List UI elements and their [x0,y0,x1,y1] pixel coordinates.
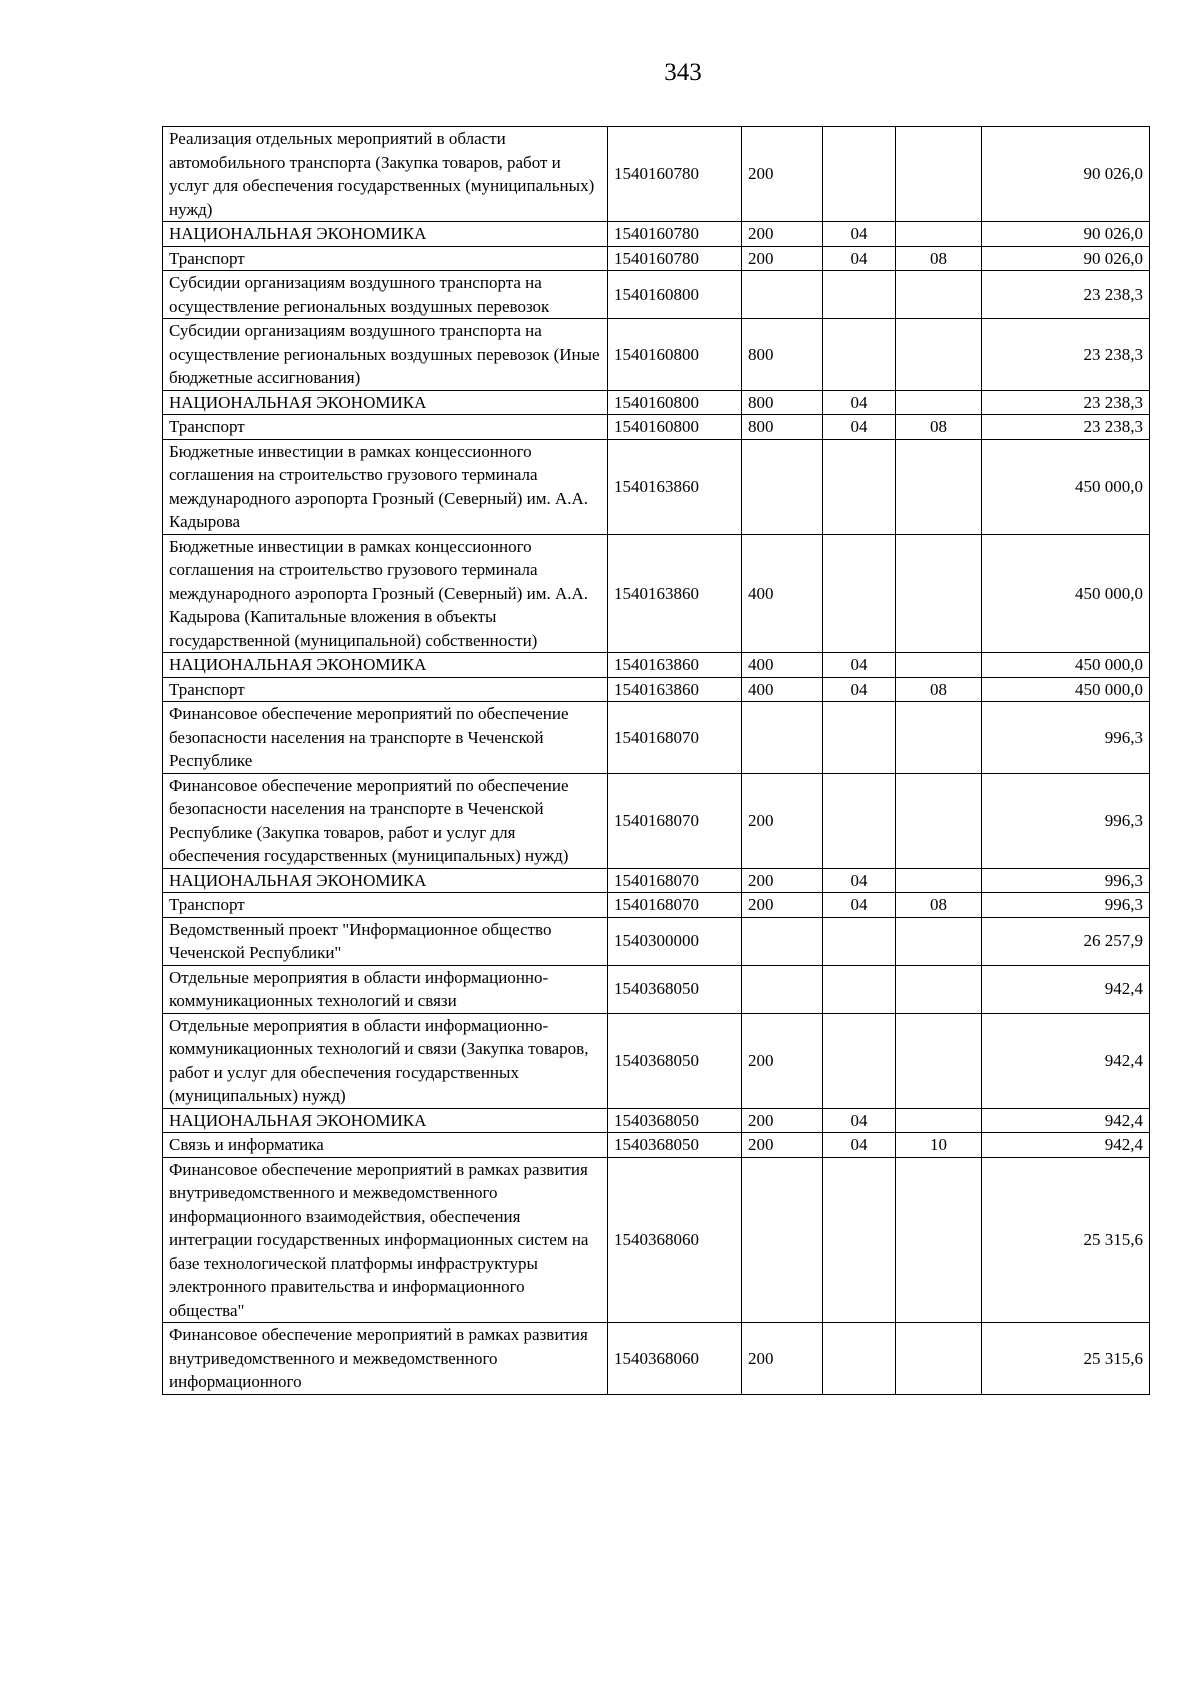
cell-subsection [896,439,982,534]
cell-subsection [896,534,982,653]
cell-target-article: 1540163860 [608,653,742,678]
cell-target-article: 1540300000 [608,917,742,965]
cell-target-article: 1540168070 [608,702,742,774]
cell-subsection [896,653,982,678]
cell-target-article: 1540368050 [608,1013,742,1108]
table-row [163,917,1150,965]
cell-name: Финансовое обеспечение мероприятий в рамках развития внутриведомственного и межведомственного информационного [163,1323,608,1395]
cell-section: 04 [823,868,896,893]
cell-name: Субсидии организациям воздушного транспорта на осуществление региональных воздушных перевозок [163,271,608,319]
cell-amount: 996,3 [982,702,1150,774]
cell-target-article: 1540160800 [608,390,742,415]
cell-target-article: 1540160800 [608,271,742,319]
cell-target-article: 1540163860 [608,439,742,534]
cell-subsection: 08 [896,893,982,918]
cell-name: Транспорт [163,893,608,918]
table-row [163,1157,1150,1323]
cell-section [823,1013,896,1108]
cell-section: 04 [823,677,896,702]
cell-section [823,319,896,391]
cell-section [823,702,896,774]
cell-target-article: 1540168070 [608,893,742,918]
cell-amount: 942,4 [982,1108,1150,1133]
cell-expense-type: 200 [742,773,823,868]
cell-name: НАЦИОНАЛЬНАЯ ЭКОНОМИКА [163,653,608,678]
cell-subsection [896,127,982,222]
cell-section: 04 [823,390,896,415]
cell-subsection [896,773,982,868]
cell-amount: 450 000,0 [982,677,1150,702]
cell-expense-type: 200 [742,1108,823,1133]
cell-target-article: 1540368050 [608,965,742,1013]
table-row [163,390,1150,415]
cell-amount: 450 000,0 [982,534,1150,653]
cell-name: Финансовое обеспечение мероприятий в рамках развития внутриведомственного и межведомственного информационного взаимодействия, обеспечения интеграции государственных информационных систем на базе технологической платформы инфраструктуры электронного правительства и информационного общества" [163,1157,608,1323]
cell-amount: 942,4 [982,1133,1150,1158]
cell-name: НАЦИОНАЛЬНАЯ ЭКОНОМИКА [163,1108,608,1133]
cell-target-article: 1540163860 [608,534,742,653]
cell-amount: 25 315,6 [982,1323,1150,1395]
cell-subsection [896,1323,982,1395]
cell-name: Транспорт [163,246,608,271]
cell-subsection: 08 [896,246,982,271]
table-row [163,653,1150,678]
cell-expense-type: 800 [742,390,823,415]
cell-name: Транспорт [163,677,608,702]
cell-target-article: 1540368050 [608,1108,742,1133]
table-row [163,1013,1150,1108]
cell-expense-type: 200 [742,127,823,222]
cell-section [823,127,896,222]
cell-target-article: 1540160780 [608,246,742,271]
table-row [163,773,1150,868]
cell-target-article: 1540163860 [608,677,742,702]
cell-expense-type: 400 [742,653,823,678]
table-row [163,677,1150,702]
cell-section: 04 [823,893,896,918]
cell-target-article: 1540160800 [608,319,742,391]
cell-expense-type [742,702,823,774]
cell-name: НАЦИОНАЛЬНАЯ ЭКОНОМИКА [163,390,608,415]
table-row [163,222,1150,247]
cell-amount: 90 026,0 [982,246,1150,271]
cell-expense-type [742,1157,823,1323]
cell-section: 04 [823,415,896,440]
cell-section: 04 [823,246,896,271]
cell-subsection [896,1013,982,1108]
cell-section [823,1323,896,1395]
cell-expense-type [742,271,823,319]
cell-target-article: 1540168070 [608,868,742,893]
table-row [163,415,1150,440]
cell-amount: 996,3 [982,773,1150,868]
cell-expense-type: 400 [742,534,823,653]
cell-name: Бюджетные инвестиции в рамках концессионного соглашения на строительство грузового терминала международного аэропорта Грозный (Северный) им. А.А. Кадырова (Капитальные вложения в объекты государственной (муниципальной) собственности) [163,534,608,653]
cell-name: Бюджетные инвестиции в рамках концессионного соглашения на строительство грузового терминала международного аэропорта Грозный (Северный) им. А.А. Кадырова [163,439,608,534]
budget-table [162,126,1150,1395]
cell-expense-type: 200 [742,1133,823,1158]
cell-target-article: 1540160780 [608,127,742,222]
table-row [163,319,1150,391]
table-row [163,246,1150,271]
cell-expense-type [742,439,823,534]
cell-target-article: 1540368060 [608,1323,742,1395]
table-row [163,1133,1150,1158]
cell-subsection [896,868,982,893]
cell-amount: 450 000,0 [982,439,1150,534]
cell-amount: 23 238,3 [982,390,1150,415]
cell-expense-type: 200 [742,246,823,271]
cell-section: 04 [823,653,896,678]
cell-amount: 996,3 [982,868,1150,893]
table-row [163,439,1150,534]
cell-amount: 23 238,3 [982,271,1150,319]
cell-amount: 942,4 [982,1013,1150,1108]
table-row [163,127,1150,222]
cell-subsection: 08 [896,677,982,702]
cell-subsection [896,271,982,319]
cell-subsection [896,1157,982,1323]
cell-expense-type: 200 [742,1323,823,1395]
cell-section [823,965,896,1013]
cell-name: Субсидии организациям воздушного транспорта на осуществление региональных воздушных перевозок (Иные бюджетные ассигнования) [163,319,608,391]
cell-expense-type [742,917,823,965]
cell-name: Транспорт [163,415,608,440]
cell-name: НАЦИОНАЛЬНАЯ ЭКОНОМИКА [163,222,608,247]
cell-name: Финансовое обеспечение мероприятий по обеспечение безопасности населения на транспорте в Чеченской Республике [163,702,608,774]
cell-section [823,534,896,653]
cell-amount: 25 315,6 [982,1157,1150,1323]
cell-name: Связь и информатика [163,1133,608,1158]
cell-subsection [896,917,982,965]
cell-amount: 996,3 [982,893,1150,918]
cell-target-article: 1540368060 [608,1157,742,1323]
cell-subsection [896,222,982,247]
cell-expense-type: 200 [742,1013,823,1108]
cell-section: 04 [823,1108,896,1133]
cell-expense-type: 200 [742,222,823,247]
cell-amount: 23 238,3 [982,415,1150,440]
cell-subsection: 10 [896,1133,982,1158]
table-row [163,1323,1150,1395]
cell-name: Реализация отдельных мероприятий в области автомобильного транспорта (Закупка товаров, работ и услуг для обеспечения государственных (муниципальных) нужд) [163,127,608,222]
table-row [163,534,1150,653]
cell-name: Отдельные мероприятия в области информационно-коммуникационных технологий и связи [163,965,608,1013]
cell-target-article: 1540160800 [608,415,742,440]
cell-amount: 450 000,0 [982,653,1150,678]
cell-name: Отдельные мероприятия в области информационно-коммуникационных технологий и связи (Закупка товаров, работ и услуг для обеспечения государственных (муниципальных) нужд) [163,1013,608,1108]
cell-section [823,1157,896,1323]
table-row [163,893,1150,918]
budget-table-body [163,127,1150,1395]
cell-subsection [896,1108,982,1133]
table-row [163,702,1150,774]
page-number: 343 [664,59,702,86]
cell-section [823,917,896,965]
table-row [163,1108,1150,1133]
table-row [163,271,1150,319]
cell-amount: 90 026,0 [982,222,1150,247]
cell-section [823,439,896,534]
cell-section: 04 [823,1133,896,1158]
cell-section [823,773,896,868]
cell-expense-type: 400 [742,677,823,702]
cell-expense-type: 800 [742,319,823,391]
cell-expense-type [742,965,823,1013]
cell-amount: 90 026,0 [982,127,1150,222]
cell-section: 04 [823,222,896,247]
cell-subsection: 08 [896,415,982,440]
cell-expense-type: 800 [742,415,823,440]
cell-target-article: 1540368050 [608,1133,742,1158]
cell-expense-type: 200 [742,893,823,918]
cell-subsection [896,319,982,391]
cell-amount: 942,4 [982,965,1150,1013]
table-row [163,965,1150,1013]
cell-target-article: 1540168070 [608,773,742,868]
cell-name: Ведомственный проект "Информационное общество Чеченской Республики" [163,917,608,965]
table-row [163,868,1150,893]
cell-amount: 26 257,9 [982,917,1150,965]
cell-expense-type: 200 [742,868,823,893]
cell-subsection [896,965,982,1013]
cell-subsection [896,702,982,774]
cell-subsection [896,390,982,415]
cell-target-article: 1540160780 [608,222,742,247]
cell-amount: 23 238,3 [982,319,1150,391]
cell-section [823,271,896,319]
cell-name: НАЦИОНАЛЬНАЯ ЭКОНОМИКА [163,868,608,893]
cell-name: Финансовое обеспечение мероприятий по обеспечение безопасности населения на транспорте в Чеченской Республике (Закупка товаров, работ и услуг для обеспечения государственных (муниципальных) нужд) [163,773,608,868]
